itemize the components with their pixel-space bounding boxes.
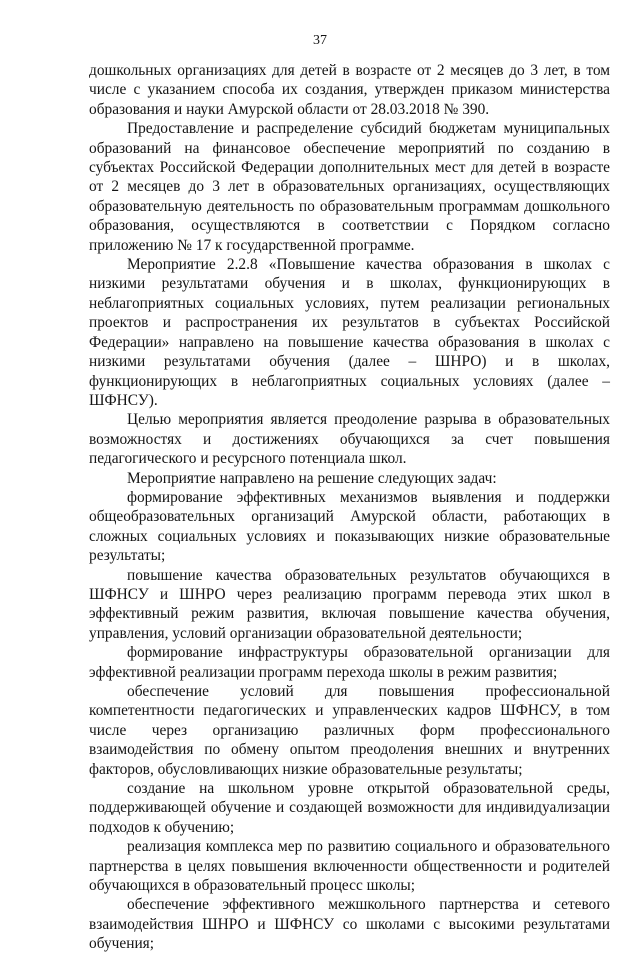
- task-item: создание на школьном уровне открытой образовательной среды, поддерживающей обучение и создающей возможности для индивидуализации подходов к обучению;: [89, 780, 610, 836]
- task-item: обеспечение условий для повышения профессиональной компетентности педагогических и управленческих кадров ШФНСУ, в том числе через организацию различных форм профессионального взаимодействия по обмену опытом преодоления внешних и внутренних факторов, обусловливающих низкие образовательные результаты;: [89, 683, 610, 778]
- paragraph-measure-2-2-8: Мероприятие 2.2.8 «Повышение качества образования в школах с низкими результатами обучения и в школах, функционирующих в неблагоприятных социальных условиях, путем реализации региональных проектов и распространения их результатов в субъектах Российской Федерации» направлено на повышение качества образования в школах с низкими результатами обучения (далее – ШНРО) и в школах, функционирующих в неблагоприятных социальных условиях (далее – ШФНСУ).: [89, 256, 610, 409]
- paragraph-goal: Целью мероприятия является преодоление разрыва в образовательных возможностях и достижениях обучающихся за счет повышения педагогического и ресурсного потенциала школ.: [89, 411, 610, 468]
- task-item: формирование инфраструктуры образовательной организации для эффективной реализации программ перехода школы в режим развития;: [89, 644, 610, 681]
- paragraph-tasks-intro: Мероприятие направлено на решение следующих задач:: [127, 469, 497, 487]
- task-item: повышение качества образовательных результатов обучающихся в ШФНСУ и ШНРО через реализацию программ перевода этих школ в эффективный режим развития, включая повышение качества обучения, управления, условий организации образовательной деятельности;: [89, 566, 610, 642]
- paragraph-continuation: дошкольных организациях для детей в возрасте от 2 месяцев до 3 лет, в том числе с указанием способа их создания, утвержден приказом министерства образования и науки Амурской области от 28.03.2018 № 390.: [89, 62, 610, 118]
- task-item: обеспечение эффективного межшкольного партнерства и сетевого взаимодействия ШНРО и ШФНСУ со школами с высокими результатами обучения;: [89, 896, 610, 953]
- document-body: [89, 61, 610, 954]
- task-item: формирование эффективных механизмов выявления и поддержки общеобразовательных организаций Амурской области, работающих в сложных социальных условиях и показывающих низкие образовательные результаты;: [89, 488, 610, 565]
- paragraph-subsidies: Предоставление и распределение субсидий бюджетам муниципальных образований на финансовое обеспечение мероприятий по созданию в субъектах Российской Федерации дополнительных мест для детей в возрасте от 2 месяцев до 3 лет в образовательных организациях, осуществляющих образовательную деятельность по образовательным программам дошкольного образования, осуществляются в соответствии с Порядком согласно приложению № 17 к государственной программе.: [89, 120, 610, 254]
- task-item: реализация комплекса мер по развитию социального и образовательного партнерства в целях повышения включенности общественности и родителей обучающихся в образовательный процесс школы;: [89, 838, 610, 895]
- page-number: 37: [313, 33, 327, 48]
